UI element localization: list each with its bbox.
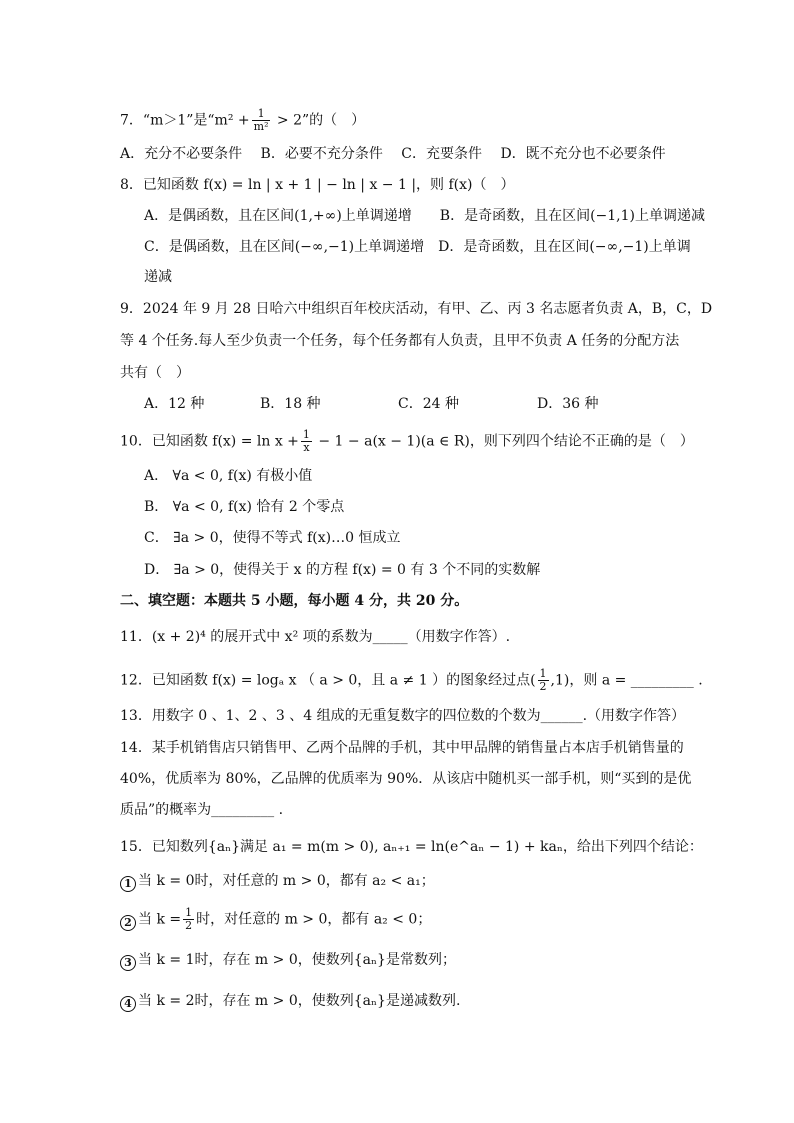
q15-conclusion-3: 3 当 k = 1时，存在 m > 0，使数列{aₙ}是常数列；	[120, 951, 456, 971]
q10-option-a: A． ∀a < 0, f(x) 有极小值	[144, 468, 313, 484]
q10-option-c: C． ∃a > 0，使得不等式 f(x)…0 恒成立	[144, 530, 401, 546]
q15-conclusion-1: 1 当 k = 0时，对任意的 m > 0，都有 a₂ < a₁；	[120, 872, 435, 892]
q9-option-d: D．36 种	[537, 396, 599, 412]
question-15: 15．已知数列{aₙ}满足 a₁ = m(m > 0), aₙ₊₁ = ln(e^aₙ − 1) + kaₙ，给出下列四个结论：	[120, 839, 703, 855]
q9-option-b: B．18 种	[260, 396, 321, 412]
question-12: 12．已知函数 f(x) = logₐ x （ a > 0，且 a ≠ 1 ）的图象经过点( $\frac{1}{2}$ ,1)，则 a = _________ .	[120, 667, 703, 693]
circled-3-icon: 3	[120, 955, 136, 971]
question-7-options: A．充分不必要条件 B．必要不充分条件 C．充要条件 D．既不充分也不必要条件	[120, 146, 666, 162]
question-10: 10．已知函数 f(x) = ln x + $\frac{1}{x}$ − 1 − a(x − 1)(a ∈ R)，则下列四个结论不正确的是（ ）	[120, 428, 694, 454]
question-11: 11．(x + 2)⁴ 的展开式中 x² 项的系数为_____（用数字作答）.	[120, 629, 511, 645]
q10-option-d: D． ∃a > 0，使得关于 x 的方程 f(x) = 0 有 3 个不同的实数解	[144, 562, 541, 578]
circled-1-icon: 1	[120, 876, 136, 892]
question-14-line2: 40%，优质率为 80%，乙品牌的优质率为 90%．从该店中随机买一部手机，则“买到的是优	[120, 771, 692, 787]
c2-fraction: $\frac{1}{2}$	[185, 906, 193, 932]
question-9-line2: 等 4 个任务.每人至少负责一个任务，每个任务都有人负责，且甲不负责 A 任务的分配方法	[120, 333, 680, 349]
q7-fraction: $\frac{1}{\text{m²}}$	[253, 107, 269, 133]
q15-conclusion-4: 4 当 k = 2时，存在 m > 0，使数列{aₙ}是递减数列.	[120, 992, 460, 1012]
question-14-line1: 14．某手机销售店只销售甲、乙两个品牌的手机，其中甲品牌的销售量占本店手机销售量的	[120, 740, 684, 756]
question-9-line1: 9．2024 年 9 月 28 日哈六中组织百年校庆活动，有甲、乙、丙 3 名志愿者负责 A，B，C，D	[120, 301, 713, 317]
circled-2-icon: 2	[120, 915, 136, 931]
section-fill-in-heading: 二、填空题：本题共 5 小题，每小题 4 分，共 20 分。	[120, 593, 469, 609]
q9-option-c: C．24 种	[398, 396, 459, 412]
question-8: 8．已知函数 f(x) = ln | x + 1 | − ln | x − 1 |，则 f(x)（ ）	[120, 177, 515, 193]
q7-text: 7．“m＞1”是“m² +	[120, 112, 250, 129]
question-8-options-cd: C．是偶函数，且在区间(−∞,−1)上单调递增 D．是奇函数，且在区间(−∞,−1)上单调	[144, 239, 691, 255]
q10-fraction: $\frac{1}{x}$	[302, 428, 310, 454]
q10-option-b: B． ∀a < 0, f(x) 恰有 2 个零点	[144, 499, 345, 515]
question-8-options-ab: A．是偶函数，且在区间(1,+∞)上单调递增 B．是奇函数，且在区间(−1,1)上单调递减	[144, 208, 705, 224]
question-8-options-cd-cont: 递减	[144, 269, 172, 285]
question-14-line3: 质品”的概率为_________ .	[120, 802, 284, 818]
q12-fraction: $\frac{1}{2}$	[539, 667, 547, 693]
q9-option-a: A．12 种	[144, 396, 205, 412]
q7-text-end: > 2”的（ ）	[272, 112, 366, 129]
q15-conclusion-2: 2 当 k = $\frac{1}{2}$ 时，对任意的 m > 0，都有 a₂ < 0；	[120, 907, 431, 932]
question-13: 13．用数字 0 、1、2 、3 、4 组成的无重复数字的四位数的个数为______.（用数字作答）	[120, 708, 686, 724]
circled-4-icon: 4	[120, 996, 136, 1012]
question-9-line3: 共有（ ）	[120, 365, 190, 381]
question-7	[120, 108, 365, 133]
